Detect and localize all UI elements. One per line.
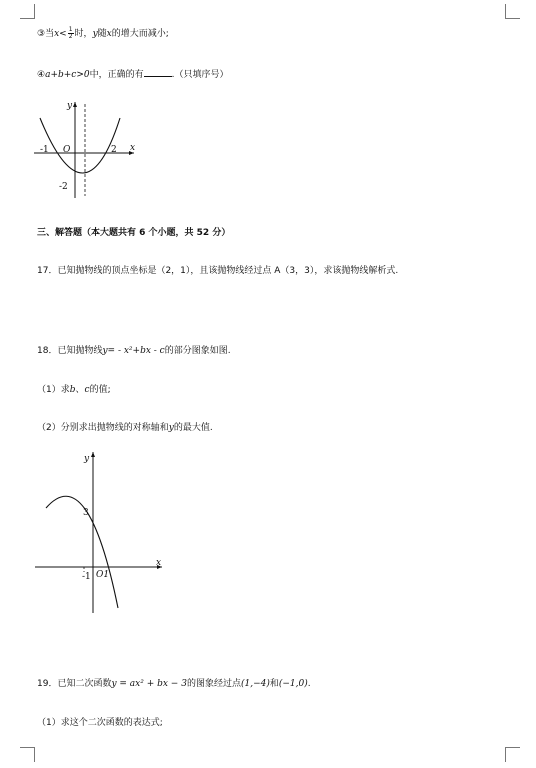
question-17: 17．已知抛物线的顶点坐标是（2，1），且该抛物线经过点 A（3，3），求该抛物线解析式. (37, 266, 399, 276)
fraction-numerator: 1 (68, 26, 73, 33)
parabola-curve (46, 496, 118, 608)
crop-mark-top-right (505, 4, 520, 19)
text: 当 (45, 29, 55, 39)
y-tick-neg1: -1 (82, 572, 91, 582)
origin-label: O (63, 145, 71, 155)
text: 中，正确的有 (89, 70, 144, 80)
y-tick-3: 3 (83, 508, 89, 518)
section-3-heading: 三、解答题（本大题共有 6 个小题，共 52 分） (37, 228, 231, 238)
fraction-one-half (68, 27, 74, 40)
x-axis-label: x (156, 558, 162, 568)
x-axis-label: x (130, 143, 136, 153)
item-number: ③ (37, 29, 46, 39)
text: （1）求 (37, 385, 70, 395)
question-18-part-1 (37, 382, 111, 395)
text: 和 (269, 679, 279, 689)
x-tick-neg1: -1 (40, 145, 49, 155)
math-var: y (92, 29, 98, 39)
origin-and-1-label: O1 (96, 570, 110, 580)
crop-mark-top-left (20, 4, 35, 19)
q16-item-3 (37, 26, 169, 40)
question-19-stem (37, 676, 311, 689)
math-var: c (84, 385, 90, 395)
text: . (307, 679, 311, 689)
y-axis-label: y (67, 101, 73, 111)
math-expression: a+b+c>0 (45, 70, 90, 80)
text: 随 (97, 29, 107, 39)
math-var: x (106, 29, 112, 39)
fraction-denominator: 2 (68, 33, 73, 40)
text: （2）分别求出抛物线的对称轴和 (37, 423, 169, 433)
q16-item-4 (37, 67, 229, 80)
crop-mark-bottom-right (505, 747, 520, 762)
math-var: x (54, 29, 60, 39)
y-axis-arrow (73, 102, 77, 107)
math-var: y (168, 423, 174, 433)
math-op: < (59, 29, 67, 39)
math-expression: y = ax² + bx − 3 (111, 679, 187, 689)
text: 的增大而减小; (111, 29, 169, 39)
text: .（只填序号） (171, 70, 229, 80)
text: 的图象经过点 (186, 679, 241, 689)
text: 时， (74, 29, 93, 39)
x-tick-2: 2 (111, 145, 117, 155)
text: 的值; (89, 385, 111, 395)
q18-parabola-graph (32, 448, 164, 616)
text: 的部分图象如图. (164, 346, 231, 356)
math-expression: y= - x²+bx - c (102, 346, 165, 356)
text: 19．已知二次函数 (37, 679, 112, 689)
answer-blank[interactable] (144, 68, 172, 77)
y-axis-label: y (84, 454, 90, 464)
y-axis-arrow (91, 452, 95, 457)
crop-mark-bottom-left (20, 747, 35, 762)
point-2: (−1,0) (278, 679, 308, 689)
point-1: (1,−4) (240, 679, 270, 689)
item-number: ④ (37, 70, 46, 80)
parabola-curve (40, 118, 120, 173)
question-18-stem (37, 343, 231, 356)
question-19-part-1: （1）求这个二次函数的表达式; (37, 718, 163, 728)
question-18-part-2 (37, 420, 213, 433)
math-var: b (69, 385, 76, 395)
y-tick-neg2: -2 (59, 182, 68, 192)
text: 18．已知抛物线 (37, 346, 103, 356)
q16-parabola-graph (30, 98, 140, 202)
text: 、 (75, 385, 85, 395)
text: 的最大值. (173, 423, 213, 433)
